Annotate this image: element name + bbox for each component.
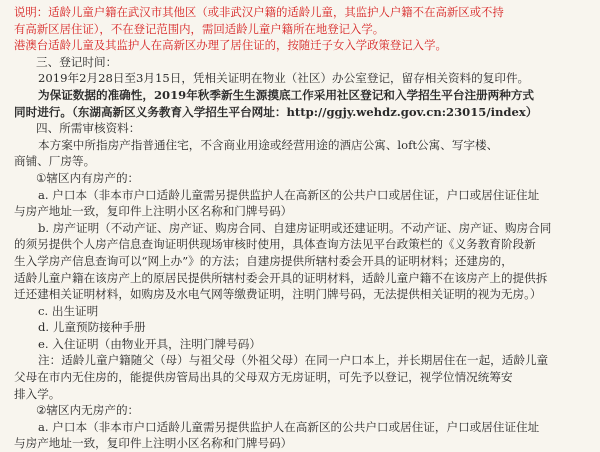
section-3-paragraph-1: 2019年2月28日至3月15日，凭相关证明在物业（社区）办公室登记，留存相关资料的复印件。 — [38, 71, 530, 86]
item-2a-line-1: a. 户口本（非本市户口适龄儿童需另提供监护人在高新区的公共户口或居住证，户口或居住证住址 — [38, 419, 540, 434]
section-4-intro-1: 本方案中所指房产指普通住宅，不含商业用途或经营用途的酒店公寓、loft公寓、写字楼、 — [38, 137, 499, 152]
item-c: c. 出生证明 — [38, 303, 99, 318]
section-3-paragraph-2b: 同时进行。（东湖高新区义务教育入学招生平台网址：http://ggjy.wehdz.gov.cn:23015/index） — [14, 104, 538, 119]
note-2-line-1: 注：适龄儿童户籍随父（母）与祖父母（外祖父母）在同一户口本上，并长期居住在一起，适龄儿童 — [38, 353, 549, 368]
item-a-line-1: a. 户口本（非本市户口适龄儿童需另提供监护人在高新区的公共户口或居住证，户口或居住证住址 — [38, 187, 540, 202]
item-b-line-3: 生入学房产信息查询可以“网上办”》的方法；自建房提供所辖村委会开具的证明材料；还建房的， — [14, 253, 513, 268]
item-2a-line-2: 与房产地址一致，复印件上注明小区名称和门牌号码） — [14, 436, 293, 451]
section-4-intro-2: 商铺、厂房等。 — [14, 154, 96, 169]
note-line-1: 说明：适龄儿童户籍在武汉市其他区（或非武汉户籍的适龄儿童，其监护人户籍不在高新区或不持 — [14, 5, 504, 19]
subsection-2-heading: ②辖区内无房产的： — [36, 403, 140, 418]
section-4-heading: 四、所需审核资料： — [36, 121, 141, 136]
note-2-line-3: 排入学。 — [14, 386, 61, 401]
item-b-line-4: 适龄儿童户籍在该房产上的原居民提供所辖村委会开具的证明材料，适龄儿童户籍不在该房产上的提供拆 — [14, 270, 548, 285]
note-2-line-2: 父母在市内无住房的，能提供房管局出具的父母双方无房证明，可先予以登记，视学位情况统筹安 — [14, 370, 513, 385]
item-b-line-1: b. 房产证明（不动产证、房产证、购房合同、自建房证明或还建证明。不动产证、房产证、购房合同 — [38, 220, 552, 235]
subsection-1-heading: ①辖区内有房产的： — [36, 170, 140, 185]
item-d: d. 儿童预防接种手册 — [38, 320, 146, 335]
section-3-heading: 三、登记时间： — [36, 54, 118, 69]
item-b-line-5: 迁还建相关证明材料，如购房及水电气网等缴费证明，注明门牌号码，无法提供相关证明的视为无房。） — [14, 287, 542, 302]
item-e: e. 入住证明（由物业开具，注明门牌号码） — [38, 336, 261, 351]
note-line-2: 有高新区居住证），不在登记范围内，需回适龄儿童户籍所在地登记入学。 — [14, 21, 385, 36]
section-3-paragraph-2a: 为保证数据的准确性，2019年秋季新生生源摸底工作采用社区登记和入学招生平台注册两种方式 — [38, 87, 535, 102]
item-a-line-2: 与房产地址一致，复印件上注明小区名称和门牌号码） — [14, 204, 293, 219]
item-b-line-2: 的须另提供个人房产信息查询证明供现场审核时使用，具体查询方法见平台政策栏的《义务教育阶段新 — [14, 237, 536, 252]
note-line-3: 港澳台适龄儿童及其监护人在高新区办理了居住证的，按随迁子女入学政策登记入学。 — [14, 38, 447, 53]
